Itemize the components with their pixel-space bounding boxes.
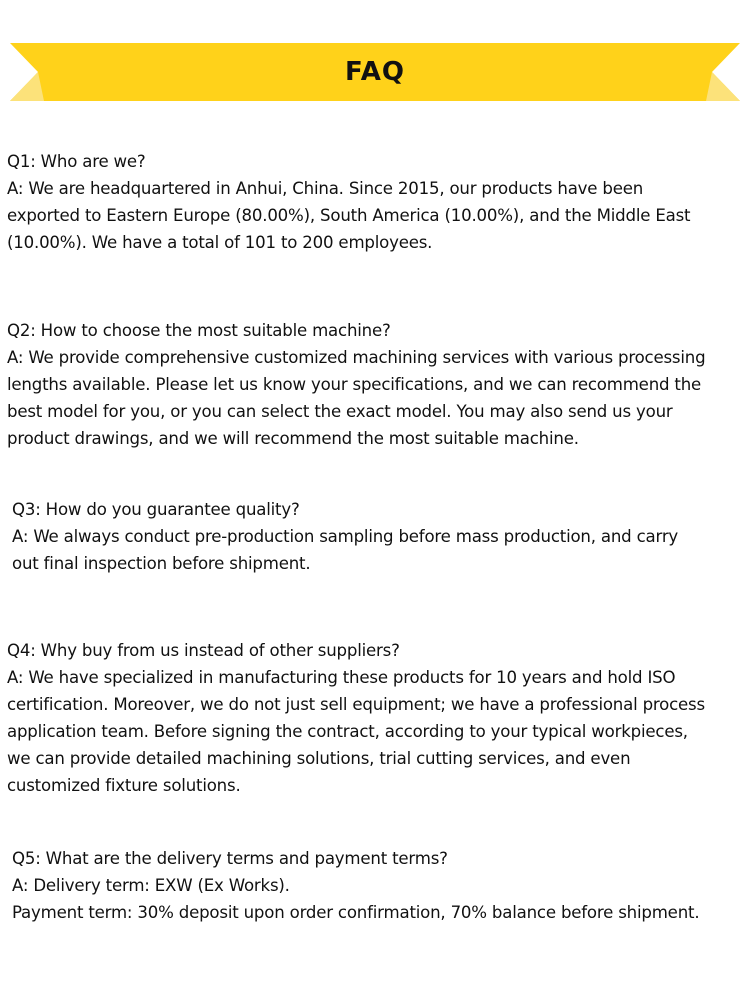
faq-item-q4 xyxy=(7,637,747,799)
faq-answer-line: customized fixture solutions. xyxy=(7,776,241,795)
faq-answer-line: application team. Before signing the contract, according to your typical workpieces, xyxy=(7,722,688,741)
faq-answer-line: best model for you, or you can select the exact model. You may also send us your xyxy=(7,402,673,421)
faq-answer-line: out final inspection before shipment. xyxy=(12,554,311,573)
faq-answer-line: A: We always conduct pre-production sampling before mass production, and carry xyxy=(12,527,679,546)
faq-banner xyxy=(0,43,750,101)
faq-answer-line: A: Delivery term: EXW (Ex Works). xyxy=(12,876,290,895)
faq-question: Q1: Who are we? xyxy=(7,152,146,171)
faq-answer-line: Payment term: 30% deposit upon order confirmation, 70% balance before shipment. xyxy=(12,903,700,922)
faq-question: Q2: How to choose the most suitable machine? xyxy=(7,321,391,340)
faq-question: Q3: How do you guarantee quality? xyxy=(12,500,300,519)
faq-answer-line: exported to Eastern Europe (80.00%), South America (10.00%), and the Middle East xyxy=(7,206,691,225)
faq-answer-line: product drawings, and we will recommend the most suitable machine. xyxy=(7,429,579,448)
faq-answer-line: (10.00%). We have a total of 101 to 200 employees. xyxy=(7,233,433,252)
faq-answer-line: certification. Moreover, we do not just sell equipment; we have a professional process xyxy=(7,695,705,714)
faq-answer-line: A: We are headquartered in Anhui, China. Since 2015, our products have been xyxy=(7,179,644,198)
faq-item-q3 xyxy=(12,496,750,577)
page-title: FAQ xyxy=(344,57,405,87)
faq-question: Q4: Why buy from us instead of other suppliers? xyxy=(7,641,400,660)
faq-item-q1 xyxy=(7,148,747,256)
faq-item-q5 xyxy=(12,845,750,926)
faq-answer-line: A: We provide comprehensive customized machining services with various processing xyxy=(7,348,706,367)
faq-answer-line: we can provide detailed machining solutions, trial cutting services, and even xyxy=(7,749,631,768)
faq-item-q2 xyxy=(7,317,747,452)
faq-question: Q5: What are the delivery terms and payment terms? xyxy=(12,849,448,868)
faq-answer-line: lengths available. Please let us know your specifications, and we can recommend the xyxy=(7,375,702,394)
faq-answer-line: A: We have specialized in manufacturing these products for 10 years and hold ISO xyxy=(7,668,676,687)
